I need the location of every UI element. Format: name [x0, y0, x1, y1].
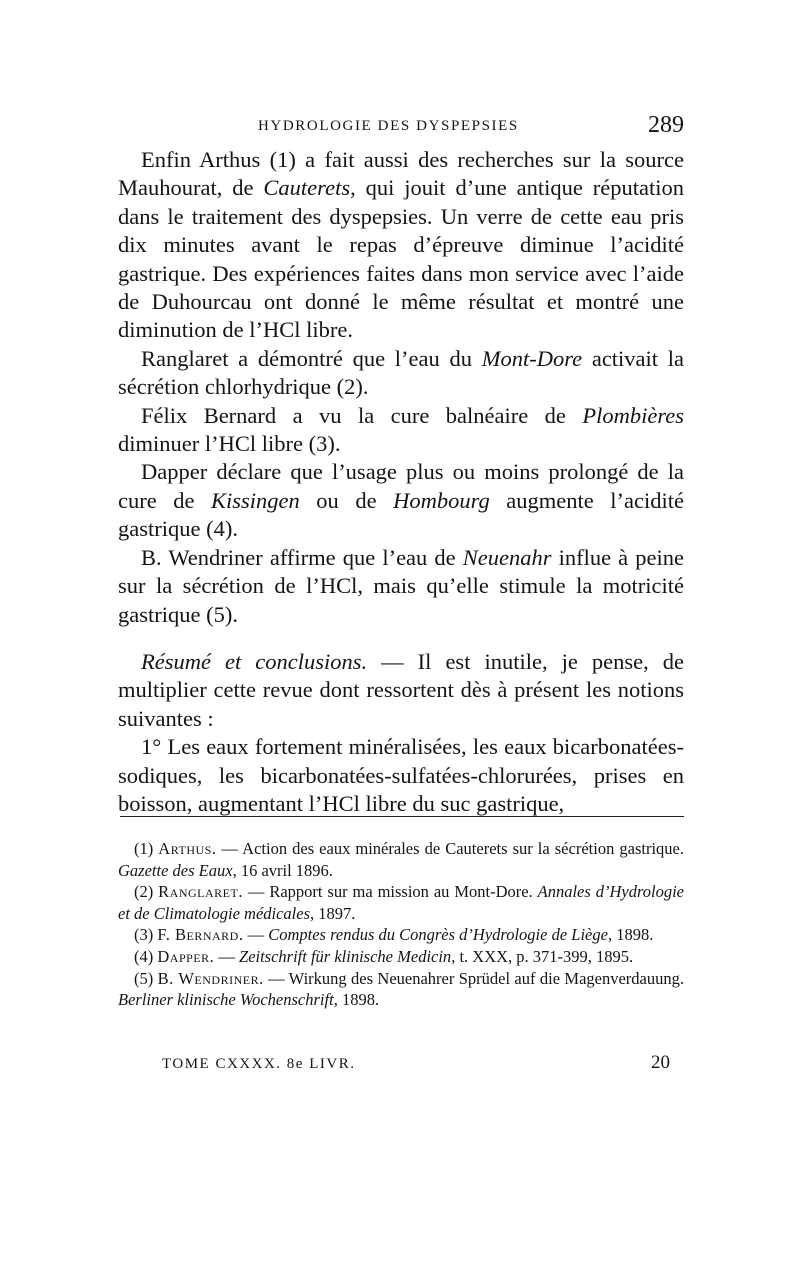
footnote-4: (4) Dapper. — Zeitschrift für klinische Medicin, t. XXX, p. 371-399, 1895.: [134, 946, 634, 966]
footnote-3: (3) F. Bernard. — Comptes rendus du Congrès d’Hydrologie de Liège, 1898.: [134, 925, 654, 945]
paragraph-arthus: Enfin Arthus (1) a fait aussi des recherches sur la source Mauhourat, de Cauterets, qui jouit d’une antique réputation dans le traitement des dyspepsies. Un verre de cette eau pris dix minutes avant le repas d’épreuve diminue l’acidité gastrique. Des expériences faites dans mon service avec l’aide de Duhourcau ont donné le même résultat et montré une diminution de l’HCl libre.: [118, 147, 684, 343]
sheet-number: 20: [651, 1052, 670, 1073]
footnotes: [118, 838, 684, 1011]
running-title: HYDROLOGIE DES DYSPEPSIES: [258, 118, 519, 134]
paragraph-bernard: Félix Bernard a vu la cure balnéaire de Plombières diminuer l’HCl libre (3).: [118, 402, 684, 457]
section-heading: Résumé et conclusions.: [141, 648, 368, 674]
paragraph-point-1: 1° Les eaux fortement minéralisées, les eaux bicarbonatées-sodiques, les bicarbonatées-sulfatées-chlorurées, prises en boisson, augmentant l’HCl libre du suc gastrique,: [118, 734, 684, 816]
paragraph-wendriner: B. Wendriner affirme que l’eau de Neuenahr influe à peine sur la sécrétion de l’HCl, mais qu’elle stimule la motricité gastrique (5).: [118, 544, 684, 627]
paragraph-dapper: Dapper déclare que l’usage plus ou moins prolongé de la cure de Kissingen ou de Hombourg augmente l’acidité gastrique (4).: [118, 459, 685, 542]
printer-signature: [162, 1052, 684, 1073]
running-head: [118, 112, 684, 140]
paragraph-conclusions: Résumé et conclusions. — Il est inutile, je pense, de multiplier cette revue dont ressortent dès à présent les notions suivantes :: [118, 648, 684, 731]
footnote-5: (5) B. Wendriner. — Wirkung des Neuenahrer Sprüdel auf die Magenverdauung. Berliner klinische Wochenschrift, 1898.: [118, 968, 684, 1010]
page-number: 289: [648, 112, 684, 138]
footnote-2: (2) Ranglaret. — Rapport sur ma mission au Mont-Dore. Annales d’Hydrologie et de Climatologie médicales, 1897.: [118, 882, 684, 923]
footnote-rule: [120, 816, 684, 817]
main-text: [118, 146, 684, 818]
signature-mark: TOME CXXXX. 8e LIVR.: [162, 1056, 356, 1072]
footnote-1: (1) Arthus. — Action des eaux minérales de Cauterets sur la sécrétion gastrique. Gazette des Eaux, 16 avril 1896.: [118, 839, 684, 880]
paragraph-ranglaret: Ranglaret a démontré que l’eau du Mont-Dore activait la sécrétion chlorhydrique (2).: [118, 345, 685, 400]
